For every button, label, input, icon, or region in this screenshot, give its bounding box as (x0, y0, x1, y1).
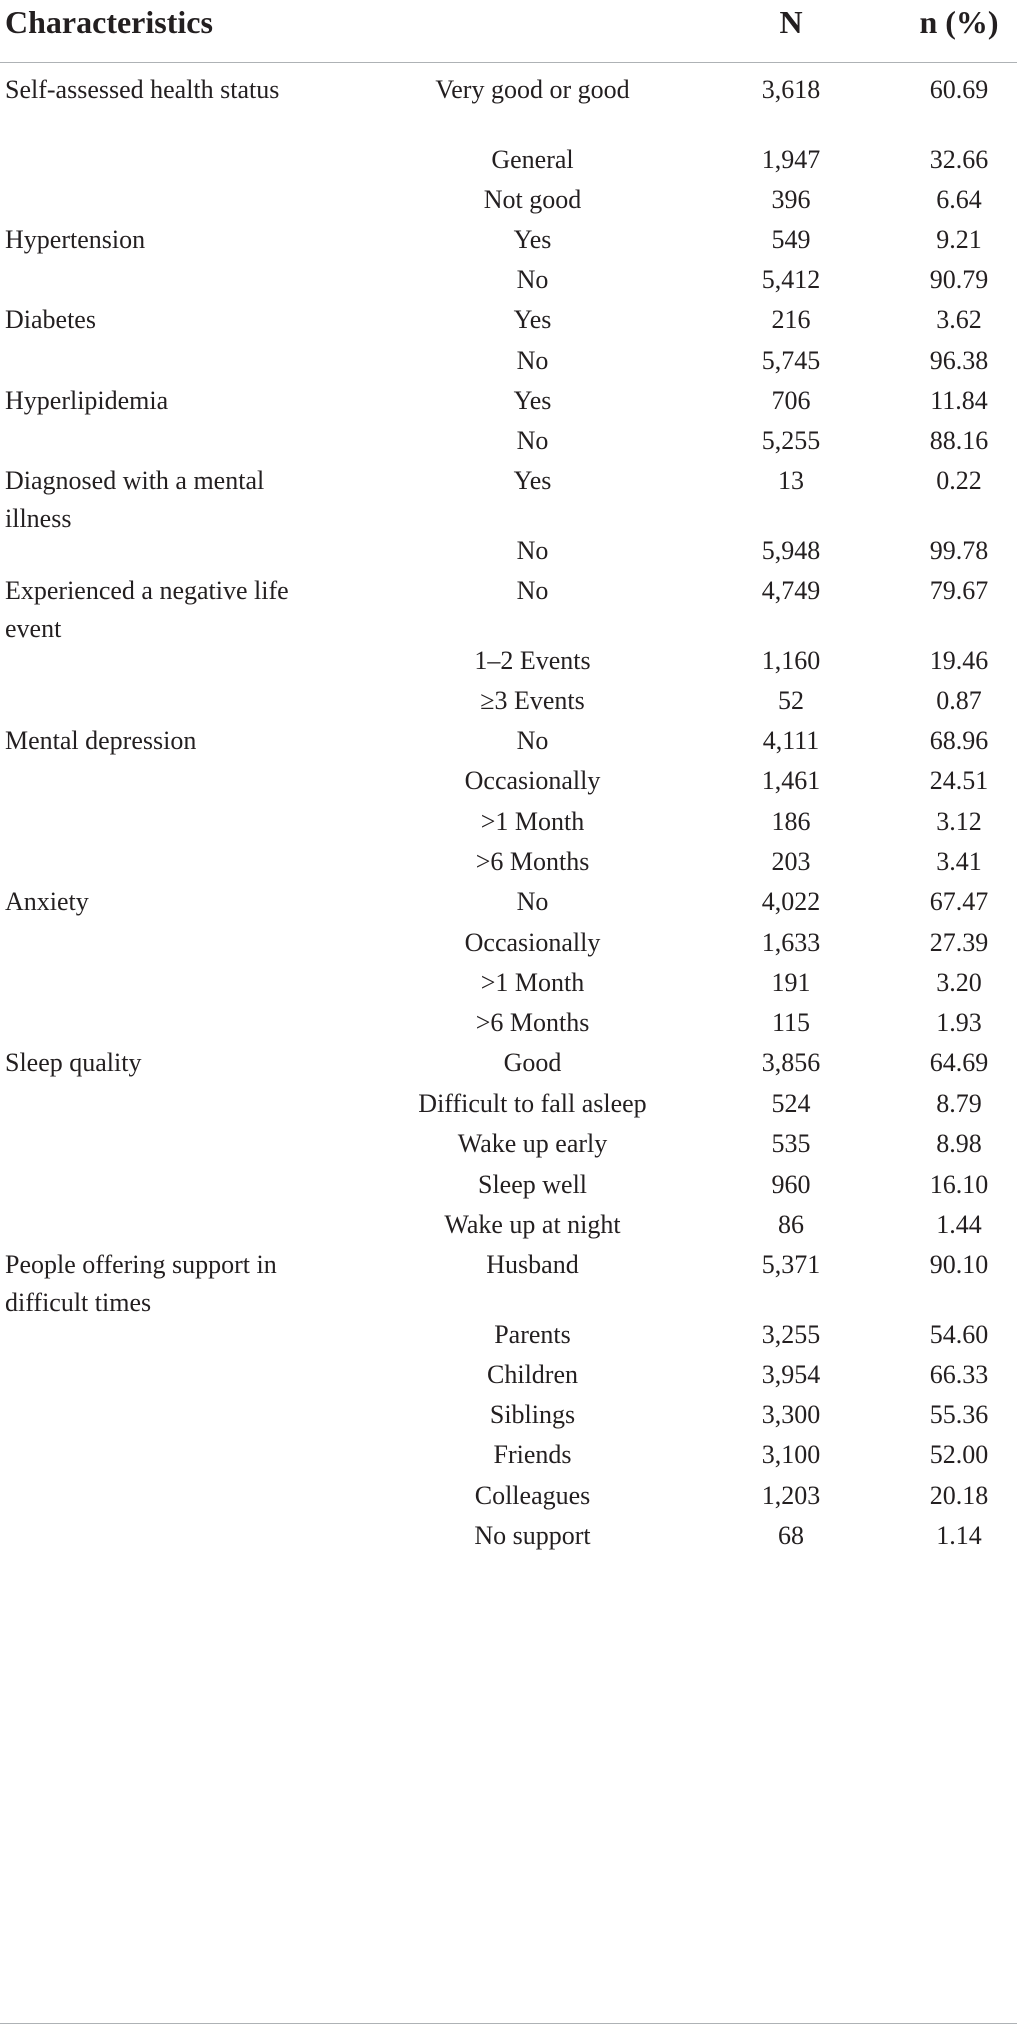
category-cell: Good (503, 1048, 562, 1077)
percent-cell: 67.47 (929, 887, 989, 916)
percent-cell: 32.66 (929, 145, 989, 174)
percent-cell: 27.39 (929, 928, 989, 957)
percent-cell: 90.10 (929, 1250, 989, 1279)
header-n: N (779, 4, 803, 40)
category-cell: Siblings (489, 1400, 576, 1429)
percent-cell: 1.14 (936, 1521, 982, 1550)
percent-cell: 66.33 (929, 1360, 989, 1389)
characteristic-cell: Sleep quality (5, 1048, 142, 1077)
n-cell: 4,749 (761, 576, 821, 605)
category-cell: General (491, 145, 574, 174)
n-cell: 3,618 (761, 75, 821, 104)
percent-cell: 64.69 (929, 1048, 989, 1077)
n-cell: 1,633 (761, 928, 821, 957)
category-cell: Difficult to fall asleep (418, 1089, 647, 1118)
n-cell: 186 (771, 807, 811, 836)
table-bottom-rule (0, 2023, 1017, 2024)
category-cell: Very good or good (435, 75, 630, 104)
category-cell: >1 Month (480, 968, 585, 997)
percent-cell: 60.69 (929, 75, 989, 104)
n-cell: 5,948 (761, 536, 821, 565)
percent-cell: 0.87 (936, 686, 982, 715)
n-cell: 3,856 (761, 1048, 821, 1077)
characteristic-cell: Hypertension (5, 225, 146, 254)
category-cell: Husband (486, 1250, 579, 1279)
category-cell: No (516, 887, 549, 916)
n-cell: 1,160 (761, 646, 821, 675)
category-cell: No (516, 265, 549, 294)
percent-cell: 19.46 (929, 646, 989, 675)
n-cell: 5,412 (761, 265, 821, 294)
percent-cell: 90.79 (929, 265, 989, 294)
n-cell: 13 (778, 466, 804, 495)
n-cell: 1,461 (761, 766, 821, 795)
n-cell: 115 (771, 1008, 811, 1037)
percent-cell: 96.38 (929, 346, 989, 375)
percent-cell: 8.79 (936, 1089, 982, 1118)
category-cell: No (516, 576, 549, 605)
percent-cell: 68.96 (929, 726, 989, 755)
n-cell: 5,255 (761, 426, 821, 455)
n-cell: 203 (771, 847, 811, 876)
n-cell: 1,203 (761, 1481, 821, 1510)
category-cell: Yes (513, 305, 552, 334)
characteristic-cell: Hyperlipidemia (5, 386, 169, 415)
characteristic-cell: Diabetes (5, 305, 96, 334)
percent-cell: 9.21 (936, 225, 982, 254)
category-cell: No support (474, 1521, 591, 1550)
category-cell: Not good (483, 185, 582, 214)
percent-cell: 16.10 (929, 1170, 989, 1199)
percent-cell: 1.44 (936, 1210, 982, 1239)
category-cell: No (516, 426, 549, 455)
n-cell: 535 (771, 1129, 811, 1158)
category-cell: Children (487, 1360, 578, 1389)
category-cell: Colleagues (474, 1481, 591, 1510)
n-cell: 3,255 (761, 1320, 821, 1349)
percent-cell: 3.12 (936, 807, 982, 836)
percent-cell: 8.98 (936, 1129, 982, 1158)
n-cell: 86 (778, 1210, 804, 1239)
category-cell: No (516, 346, 549, 375)
n-cell: 4,111 (762, 726, 820, 755)
category-cell: 1–2 Events (474, 646, 591, 675)
percent-cell: 54.60 (929, 1320, 989, 1349)
n-cell: 1,947 (761, 145, 821, 174)
category-cell: Parents (494, 1320, 571, 1349)
category-cell: Sleep well (477, 1170, 588, 1199)
percent-cell: 0.22 (936, 466, 982, 495)
category-cell: >6 Months (475, 1008, 590, 1037)
percent-cell: 3.62 (936, 305, 982, 334)
n-cell: 5,371 (761, 1250, 821, 1279)
category-cell: Yes (513, 386, 552, 415)
category-cell: >1 Month (480, 807, 585, 836)
n-cell: 68 (778, 1521, 804, 1550)
n-cell: 524 (771, 1089, 811, 1118)
percent-cell: 1.93 (936, 1008, 982, 1037)
percent-cell: 88.16 (929, 426, 989, 455)
percent-cell: 99.78 (929, 536, 989, 565)
table-header (0, 0, 1017, 62)
category-cell: ≥3 Events (480, 686, 585, 715)
n-cell: 3,954 (761, 1360, 821, 1389)
category-cell: Friends (493, 1440, 572, 1469)
category-cell: Wake up early (457, 1129, 608, 1158)
n-cell: 4,022 (761, 887, 821, 916)
percent-cell: 20.18 (929, 1481, 989, 1510)
percent-cell: 11.84 (930, 386, 988, 415)
n-cell: 3,300 (761, 1400, 821, 1429)
characteristic-cell: Mental depression (5, 726, 197, 755)
characteristic-cell: People offering support in difficult times (5, 1250, 277, 1317)
header-divider (0, 62, 1017, 63)
n-cell: 5,745 (761, 346, 821, 375)
category-cell: Yes (513, 225, 552, 254)
percent-cell: 55.36 (929, 1400, 989, 1429)
category-cell: Yes (513, 466, 552, 495)
n-cell: 216 (771, 305, 811, 334)
category-cell: Occasionally (464, 766, 601, 795)
n-cell: 396 (771, 185, 811, 214)
category-cell: Occasionally (464, 928, 601, 957)
percent-cell: 3.41 (936, 847, 982, 876)
n-cell: 191 (771, 968, 811, 997)
n-cell: 960 (771, 1170, 811, 1199)
n-cell: 3,100 (761, 1440, 821, 1469)
characteristic-cell: Anxiety (5, 887, 89, 916)
percent-cell: 6.64 (936, 185, 982, 214)
category-cell: No (516, 726, 549, 755)
category-cell: No (516, 536, 549, 565)
category-cell: >6 Months (475, 847, 590, 876)
category-cell: Wake up at night (444, 1210, 621, 1239)
header-n-percent: n (%) (919, 4, 999, 40)
characteristic-cell: Self-assessed health status (5, 75, 280, 104)
percent-cell: 79.67 (929, 576, 989, 605)
characteristic-cell: Experienced a negative life event (5, 576, 289, 643)
n-cell: 549 (771, 225, 811, 254)
characteristic-cell: Diagnosed with a mental illness (5, 466, 265, 533)
n-cell: 52 (778, 686, 804, 715)
percent-cell: 24.51 (929, 766, 989, 795)
n-cell: 706 (771, 386, 811, 415)
header-characteristics: Characteristics (5, 4, 213, 40)
percent-cell: 3.20 (936, 968, 982, 997)
percent-cell: 52.00 (929, 1440, 989, 1469)
